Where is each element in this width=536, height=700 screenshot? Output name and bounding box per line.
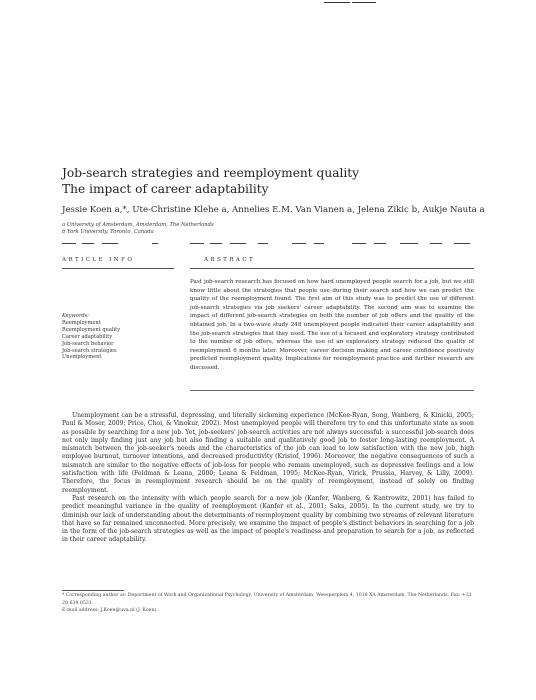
author-list: Jessie Koen a,*, Ute-Christine Klehe a, Annelies E.M. Van Vianen a, Jelena Zikic b, Aukje Nauta a: [62, 205, 485, 215]
affiliations: [62, 222, 362, 236]
article-info-heading: ARTICLE INFO: [62, 257, 135, 263]
keywords-label: Keywords:: [62, 313, 90, 319]
header-rule: [324, 2, 350, 3]
title-line-2: The impact of career adaptability: [62, 181, 269, 196]
abstract-text: Past job-search research has focused on how hard unemployed people search for a job, but we still know little about the strategies that people use during their search and how we can predict the quality of the reemployment found. The first aim of this study was to predict the use of different job-search strategies via job seekers' career adaptability. The second aim was to examine the impact of different job-search strategies on both the number of job offers and the quality of the obtained job. In a two-wave study 248 unemployed people indicated their career adaptability and the job-search strategies that they used. The use of a focused and exploratory strategy contributed to the number of job offers, whereas the use of an exploratory strategy reduced the quality of reemployment 6 months later. Moreover, career decision making and career confidence positively predicted reemployment quality. Implications for reemployment practice and further research are discussed.: [190, 279, 474, 371]
footnote-rule: [62, 590, 124, 591]
article-info-rule: [62, 268, 174, 269]
abstract-heading: ABSTRACT: [204, 257, 256, 263]
title-line-1: Job-search strategies and reemployment quality: [62, 166, 360, 180]
body-text: [62, 412, 474, 545]
keyword: Reemployment: [62, 319, 101, 326]
header-rule: [352, 2, 376, 3]
body-paragraph: Unemployment can be a stressful, depressing, and literally sickening experience (McKee-Ryan, Song, Wanberg, & Kinicki, 2005; Paul & Moser, 2009; Price, Choi, & Vinokur, 2002). Most unemployed people will therefore try to end this unfortunate state as soon as possible by searching for a new job. Yet, job-seekers' job-search activities are not always successful: a successful job-search does not only imply finding just any job but also finding a suitable and qualitatively good job to foster long-lasting reemployment. A mismatch between the job-seeker's needs and the characteristics of the job can lead to low satisfaction with the new job, high employee burnout, turnover intentions, and decreased productivity (Kristof, 1996). Moreover, the negative consequences of such a mismatch are similar to the negative effects of job-loss for people who remain unemployed, such as depressive feelings and a low satisfaction with life (Feldman & Leana, 2000; Leana & Feldman, 1995; McKee-Ryan, Virick, Prussia, Harvey, & Lilly, 2009). Therefore, the focus in reemployment research should be on the quality of reemployment, instead of solely on finding reemployment.: [62, 412, 474, 494]
keyword: Career adaptability: [62, 333, 113, 340]
corresponding-author-note: * Corresponding author at: Department of Work and Organizational Psychology, University of Amsterdam, Weesperplein 4, 1018 XA Amsterdam, The Netherlands. Fax: +31 20 639 0531.: [62, 593, 472, 606]
affiliation-b: b York University, Toronto, Canada: [62, 229, 154, 235]
abstract-rule-bottom: [190, 390, 474, 391]
article-title: [62, 166, 492, 197]
keywords-list: [62, 313, 172, 361]
body-paragraph: Past research on the intensity with which people search for a new job (Kanfer, Wanberg, & Kantrowitz, 2001) has failed to predict meaningful variance in the quality of reemployment (Kanfer et al., 2001; Saks, 2005). In the current study, we try to diminish our lack of understanding about the determinants of reemployment quality by combining two streams of relevant literature that have so far remained unconnected. More precisely, we examine the impact of people's distinct behaviors in searching for a job in the form of the job-search strategies as well as the impact of people's readiness and preparation to search for a job, as reflected in their career adaptability.: [62, 494, 474, 544]
keyword: Job-search strategies: [62, 347, 117, 354]
abstract-rule-top: [190, 268, 474, 269]
keyword: Job-search behavior: [62, 340, 114, 347]
keyword: Unemployment: [62, 354, 102, 361]
footnotes: [62, 592, 474, 615]
keyword: Reemployment quality: [62, 326, 121, 333]
separator-dashes: [62, 243, 472, 245]
email-note: E-mail address: J.Koen@uva.nl (J. Koen).: [62, 608, 158, 614]
affiliation-a: a University of Amsterdam, Amsterdam, The Netherlands: [62, 222, 214, 228]
